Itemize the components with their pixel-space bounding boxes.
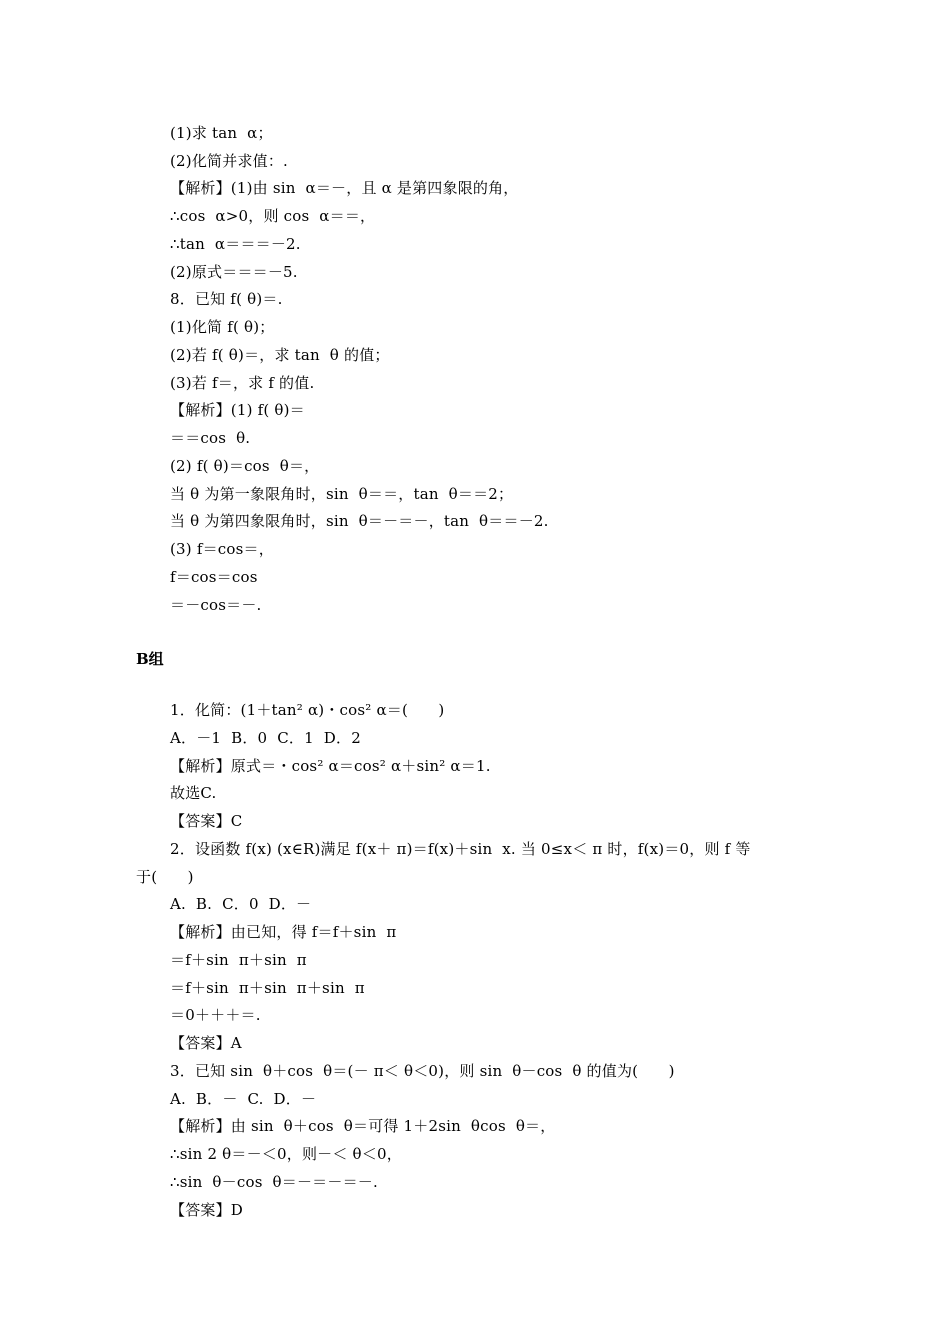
text-line: 【答案】D	[170, 1201, 244, 1219]
text-line: ＝＝cos θ.	[170, 429, 251, 447]
text-line: A. B．－ C. D．－	[170, 1090, 317, 1108]
text-line: 【解析】(1) f( θ)＝	[170, 401, 305, 419]
text-line: (2)化简并求值：.	[170, 152, 289, 170]
text-line: (3)若 f＝，求 f 的值.	[170, 374, 315, 392]
text-line: 当 θ 为第四象限角时，sin θ＝－＝－，tan θ＝＝－2.	[170, 512, 549, 530]
text-line: 【解析】由已知，得 f＝f＋sin π	[170, 923, 397, 941]
text-line: (2)原式＝＝＝－5.	[170, 263, 298, 281]
text-line: ∴sin θ－cos θ＝－＝－＝－.	[170, 1173, 378, 1191]
text-line: ∴sin 2 θ＝－＜0，则－＜ θ＜0，	[170, 1145, 402, 1163]
text-line: ＝f＋sin π＋sin π＋sin π	[170, 979, 365, 997]
text-line: 【解析】由 sin θ＋cos θ＝可得 1＋2sin θcos θ＝，	[170, 1117, 556, 1135]
text-line: ∴tan α＝＝＝－2.	[170, 235, 301, 253]
text-line: 于( )	[136, 868, 194, 886]
text-line: ＝f＋sin π＋sin π	[170, 951, 307, 969]
section-heading: B组	[136, 650, 164, 668]
text-line: 故选C.	[170, 784, 217, 802]
text-line: A. B. C．0 D．－	[170, 895, 312, 913]
text-line: (2) f( θ)＝cos θ＝，	[170, 457, 320, 475]
text-line: 1．化简：(1＋tan² α)・cos² α＝( )	[170, 701, 445, 719]
text-line: (2)若 f( θ)＝，求 tan θ 的值；	[170, 346, 390, 364]
text-line: f＝cos＝cos	[170, 568, 258, 586]
text-line: 【答案】A	[170, 1034, 242, 1052]
text-line: 【解析】(1)由 sin α＝－，且 α 是第四象限的角，	[170, 179, 519, 197]
text-line: 【答案】C	[170, 812, 243, 830]
text-line: 2．设函数 f(x) (x∈R)满足 f(x＋ π)＝f(x)＋sin x. 当 0≤x＜ π 时，f(x)＝0，则 f 等	[170, 840, 751, 858]
text-line: ＝－cos＝－.	[170, 596, 262, 614]
text-line: (1)化简 f( θ)；	[170, 318, 275, 336]
text-line: A．－1 B．0 C．1 D．2	[170, 729, 361, 747]
text-line: ∴cos α>0，则 cos α＝＝，	[170, 207, 376, 225]
text-line: 当 θ 为第一象限角时，sin θ＝＝，tan θ＝＝2；	[170, 485, 514, 503]
text-line: (3) f＝cos＝，	[170, 540, 274, 558]
text-line: 3．已知 sin θ＋cos θ＝(－ π＜ θ＜0)，则 sin θ－cos θ 的值为( )	[170, 1062, 675, 1080]
text-line: 【解析】原式＝・cos² α＝cos² α＋sin² α＝1.	[170, 757, 491, 775]
text-line: (1)求 tan α；	[170, 124, 273, 142]
text-line: 8．已知 f( θ)＝.	[170, 290, 283, 308]
text-line: ＝0＋＋＋＝.	[170, 1006, 261, 1024]
